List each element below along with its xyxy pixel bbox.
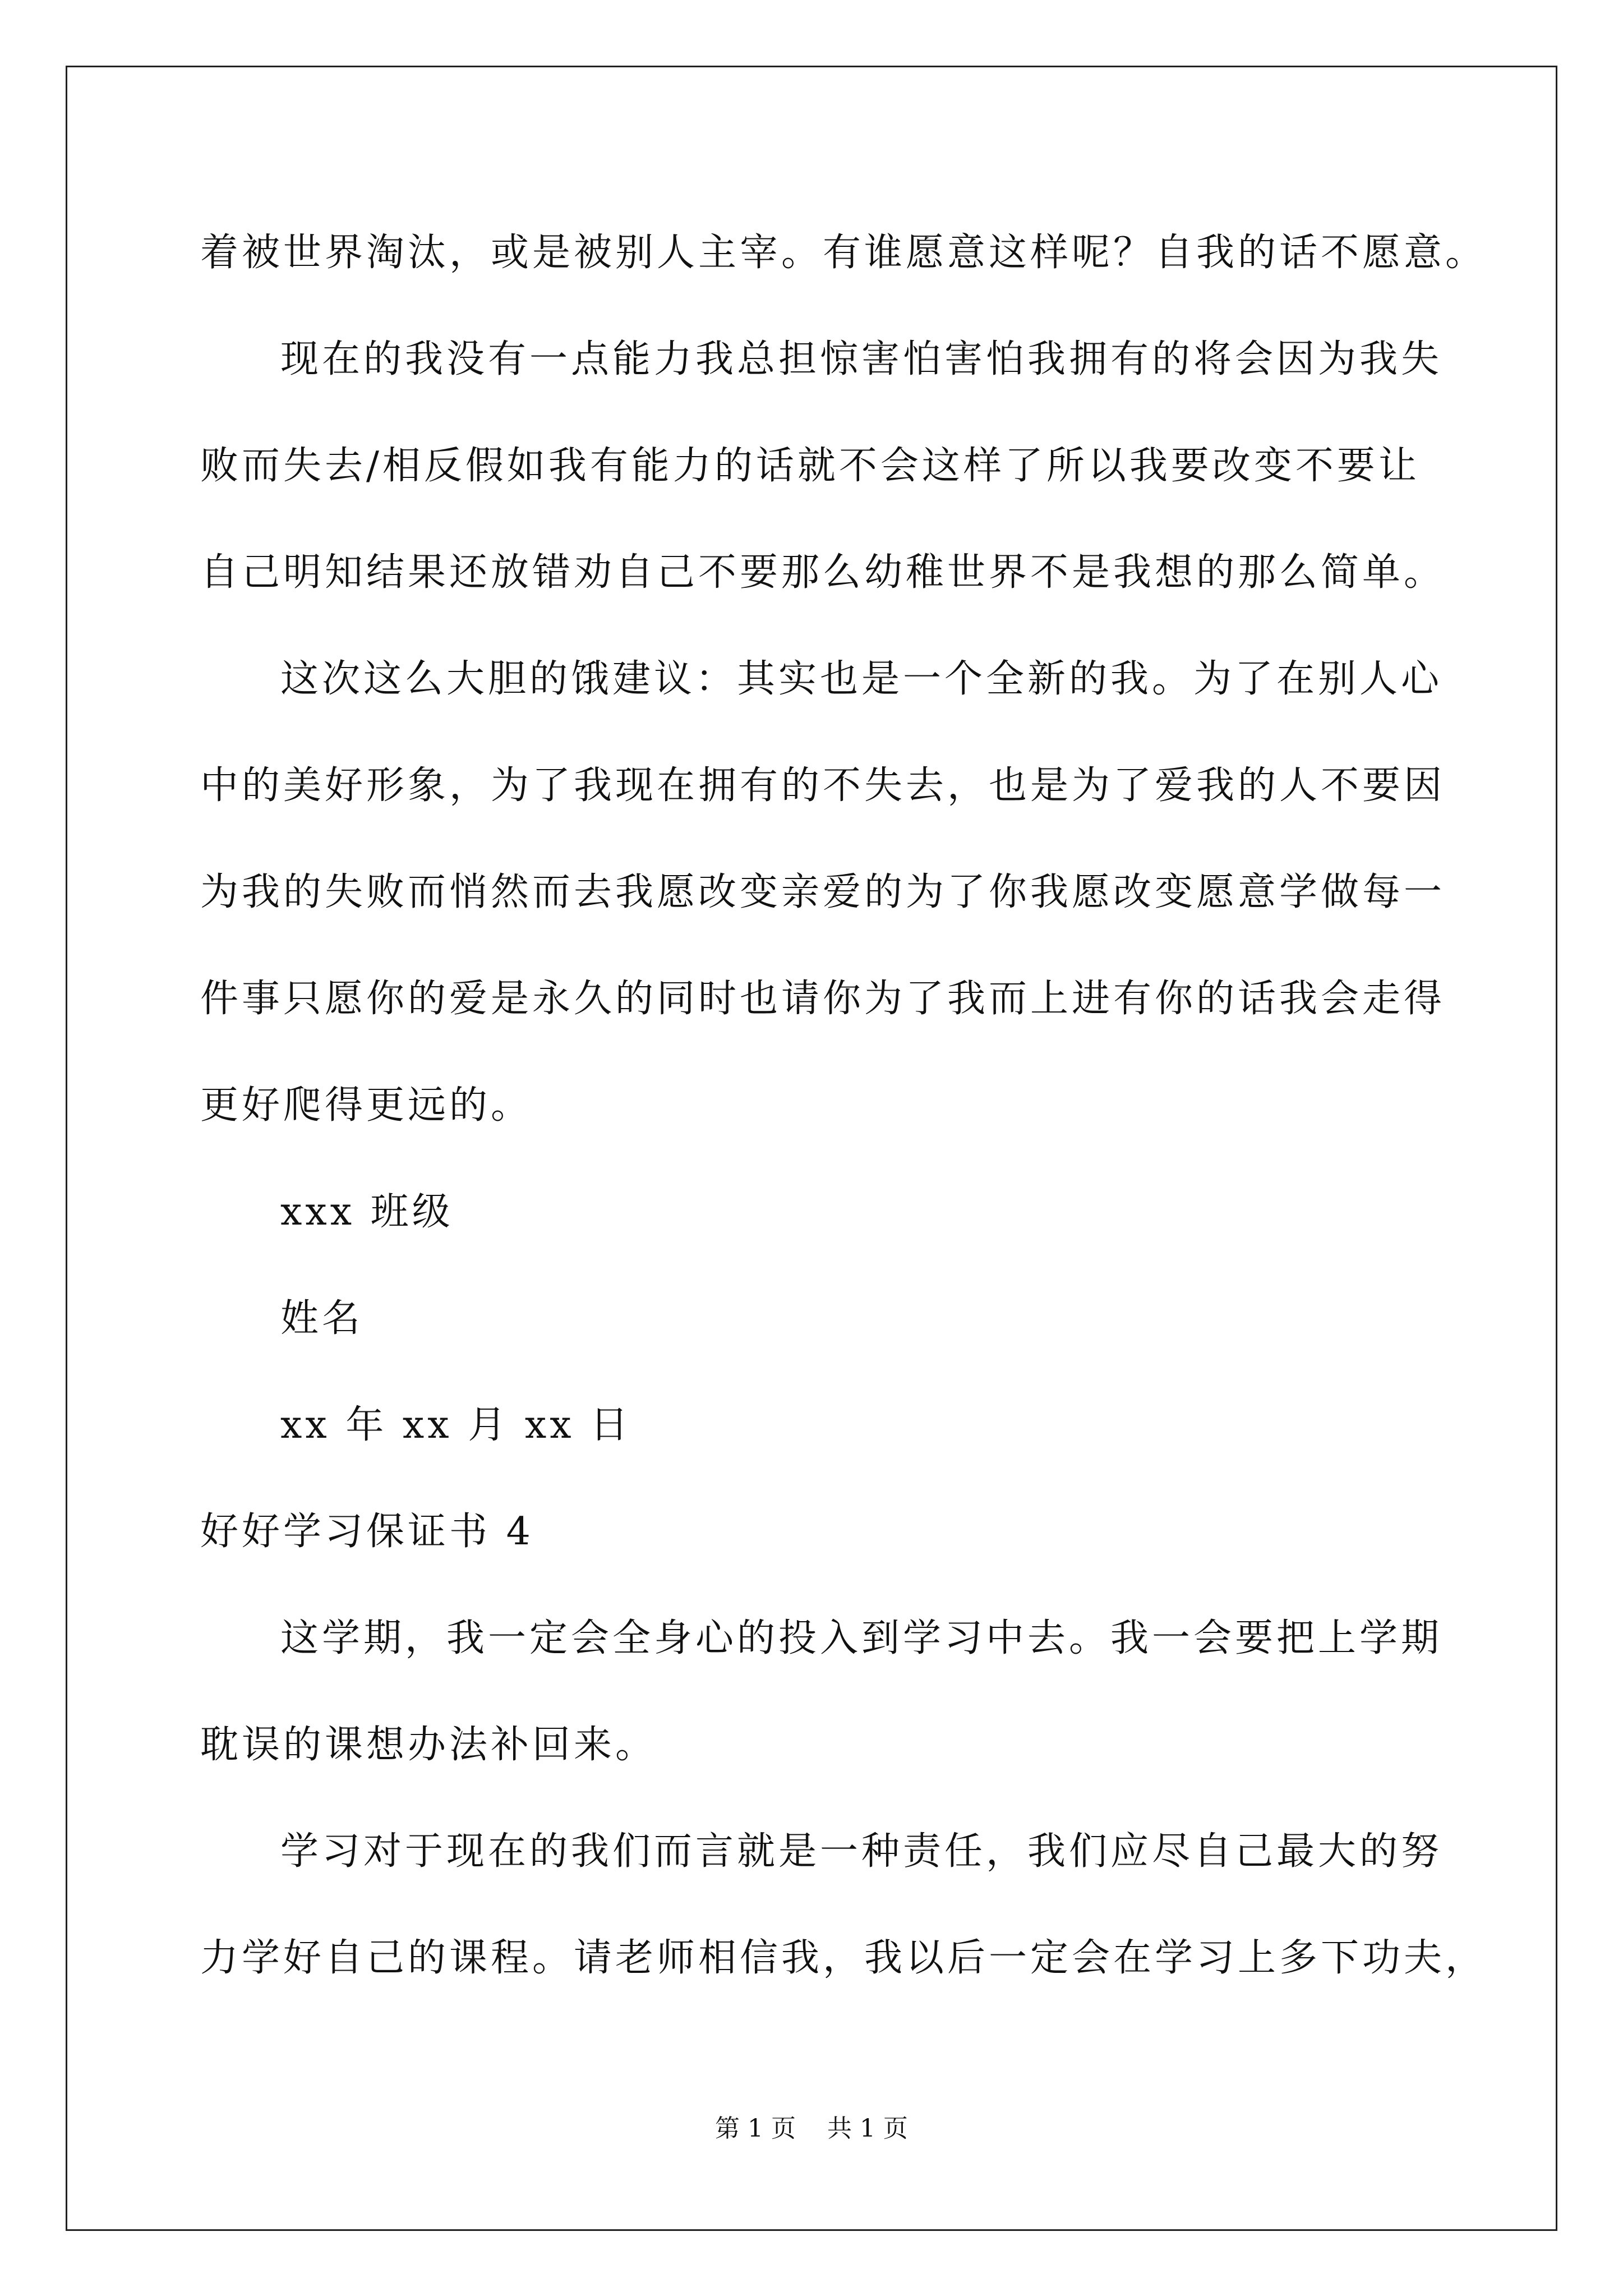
text-line: 为我的失败而悄然而去我愿改变亲爱的为了你我愿改变愿意学做每一 xyxy=(200,870,1446,914)
text-line: 耽误的课想办法补回来。 xyxy=(200,1723,657,1767)
text-line: 这学期，我一定会全身心的投入到学习中去。我一会要把上学期 xyxy=(280,1616,1443,1660)
text-line: 更好爬得更远的。 xyxy=(200,1083,533,1128)
page-number-footer: 第 1 页 共 1 页 xyxy=(715,2114,908,2143)
text-line: 现在的我没有一点能力我总担惊害怕害怕我拥有的将会因为我失 xyxy=(280,337,1443,381)
date-line: xx 年 xx 月 xx 日 xyxy=(280,1403,632,1447)
text-line: 中的美好形象，为了我现在拥有的不失去，也是为了爱我的人不要因 xyxy=(200,763,1446,808)
text-line: 力学好自己的课程。请老师相信我，我以后一定会在学习上多下功夫， xyxy=(200,1936,1487,1980)
name-line: 姓名 xyxy=(280,1296,364,1341)
text-line: 着被世界淘汰，或是被别人主宰。有谁愿意这样呢？自我的话不愿意。 xyxy=(200,231,1487,275)
page-border xyxy=(66,66,1557,2231)
section-heading: 好好学习保证书 4 xyxy=(200,1510,534,1554)
text-line: 这次这么大胆的饿建议：其实也是一个全新的我。为了在别人心 xyxy=(280,657,1443,701)
text-line: 自己明知结果还放错劝自己不要那么幼稚世界不是我想的那么简单。 xyxy=(200,550,1446,595)
text-line: 件事只愿你的爱是永久的同时也请你为了我而上进有你的话我会走得 xyxy=(200,977,1446,1021)
class-name-line: xxx 班级 xyxy=(280,1190,454,1234)
text-line: 败而失去/相反假如我有能力的话就不会这样了所以我要改变不要让 xyxy=(200,444,1420,488)
text-line: 学习对于现在的我们而言就是一种责任，我们应尽自己最大的努 xyxy=(280,1829,1443,1874)
